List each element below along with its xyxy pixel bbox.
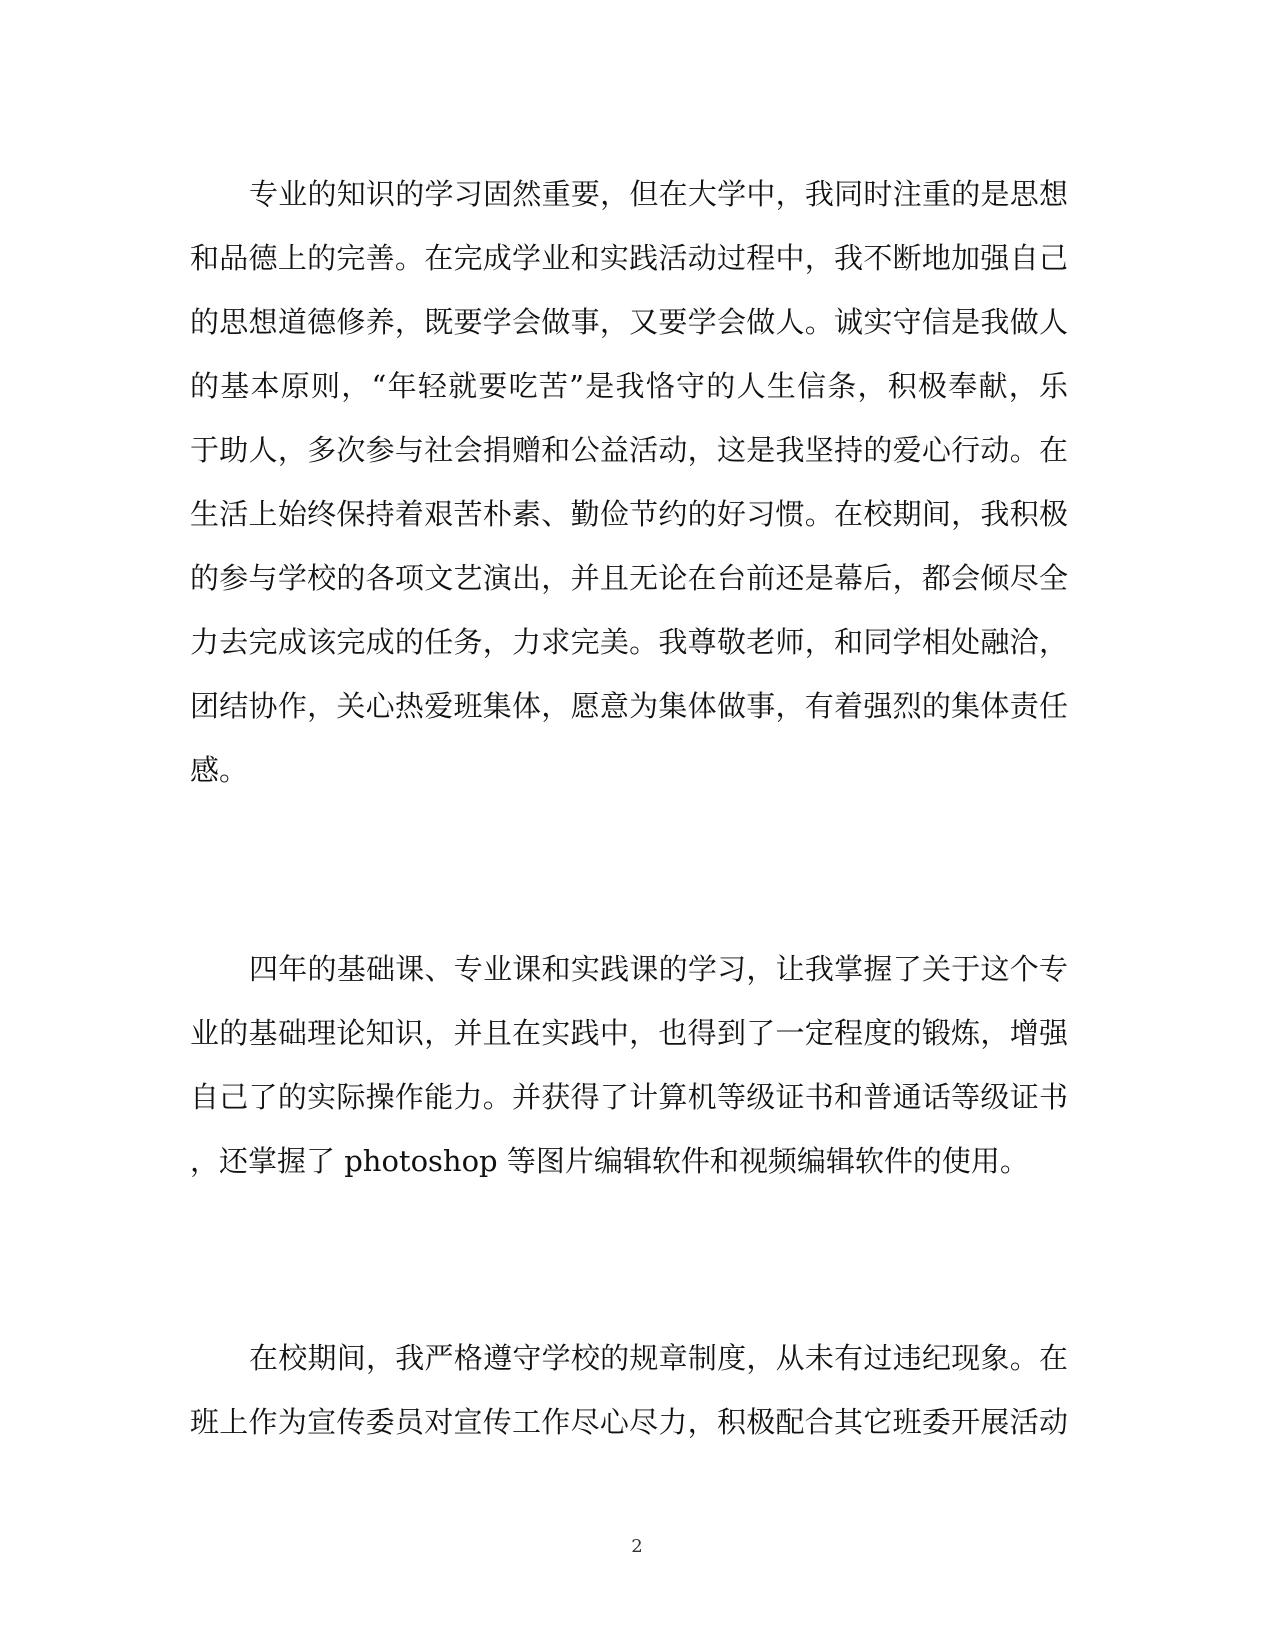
text-line: 的基本原则，“年轻就要吃苦”是我恪守的人生信条，积极奉献，乐 [190, 369, 1068, 403]
text-line: 业的基础理论知识，并且在实践中，也得到了一定程度的锻炼，增强 [190, 1016, 1068, 1050]
text-line: ，还掌握了 photoshop 等图片编辑软件和视频编辑软件的使用。 [190, 1144, 1029, 1178]
text-line: 团结协作，关心热爱班集体，愿意为集体做事，有着强烈的集体责任 [190, 689, 1068, 723]
text-line: 生活上始终保持着艰苦朴素、勤俭节约的好习惯。在校期间，我积极 [190, 497, 1068, 531]
text-line: 四年的基础课、专业课和实践课的学习，让我掌握了关于这个专 [249, 952, 1068, 986]
text-line: 班上作为宣传委员对宣传工作尽心尽力，积极配合其它班委开展活动 [190, 1405, 1068, 1439]
text-line: 专业的知识的学习固然重要，但在大学中，我同时注重的是思想 [249, 177, 1068, 211]
text-line: 自己了的实际操作能力。并获得了计算机等级证书和普通话等级证书 [190, 1080, 1068, 1114]
text-line: 感。 [190, 753, 249, 787]
text-line: 和品德上的完善。在完成学业和实践活动过程中，我不断地加强自己 [190, 241, 1068, 275]
text-line: 在校期间，我严格遵守学校的规章制度，从未有过违纪现象。在 [249, 1341, 1068, 1375]
text-line: 力去完成该完成的任务，力求完美。我尊敬老师，和同学相处融洽， [190, 625, 1068, 659]
text-line: 的参与学校的各项文艺演出，并且无论在台前还是幕后，都会倾尽全 [190, 561, 1068, 595]
text-line: 于助人，多次参与社会捐赠和公益活动，这是我坚持的爱心行动。在 [190, 433, 1068, 467]
paragraph-school-conduct [190, 1326, 1068, 1454]
paragraph-academic-study [190, 937, 1068, 1193]
page-number: 2 [631, 1536, 643, 1557]
text-line: 的思想道德修养，既要学会做事，又要学会做人。诚实守信是我做人 [190, 305, 1068, 339]
paragraph-moral-development [190, 162, 1068, 802]
